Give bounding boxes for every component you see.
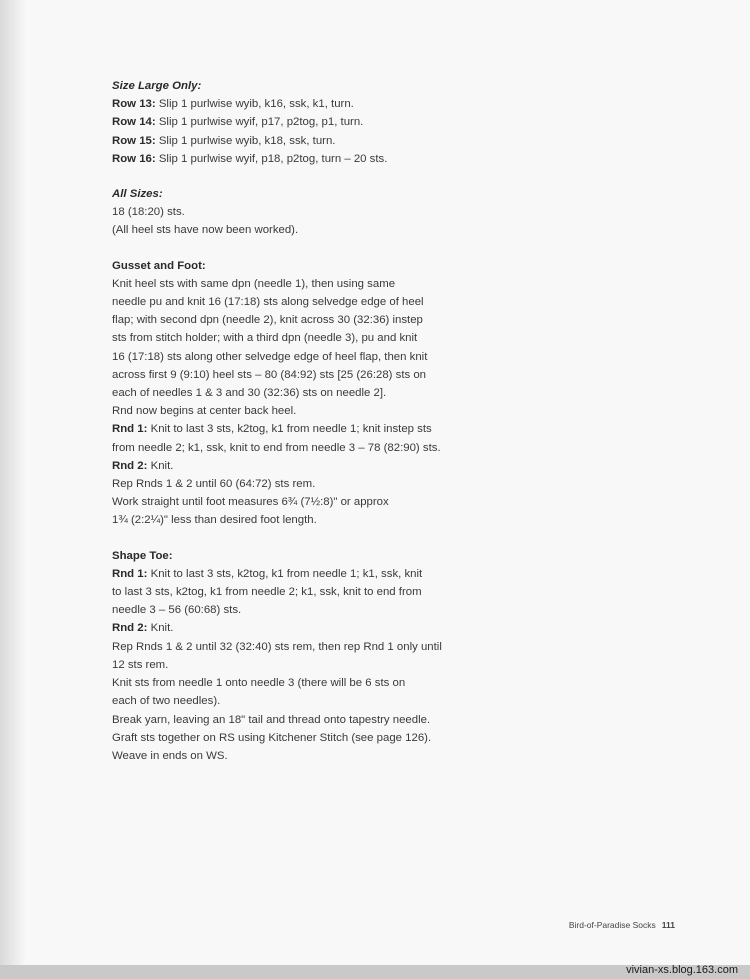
row-label: Rnd 1: <box>112 423 148 436</box>
instruction-text: Knit sts from needle 1 onto needle 3 (there will be 6 sts on <box>112 677 406 690</box>
instruction-text: sts from stitch holder; with a third dpn (needle 3), pu and knit <box>112 332 418 345</box>
instruction-text: 18 (18:20) sts. <box>112 206 185 219</box>
instruction-line <box>112 601 482 619</box>
instruction-text: Rnd now begins at center back heel. <box>112 405 297 418</box>
instruction-text: Rep Rnds 1 & 2 until 32 (32:40) sts rem, then rep Rnd 1 only until <box>112 640 442 653</box>
instruction-text: Break yarn, leaving an 18" tail and thread onto tapestry needle. <box>112 713 431 726</box>
section-heading: All Sizes: <box>112 188 163 201</box>
instruction-text: 12 sts rem. <box>112 658 169 671</box>
instruction-line <box>112 729 482 747</box>
instruction-line <box>112 366 482 384</box>
instruction-line <box>112 565 482 583</box>
instruction-line <box>112 311 482 329</box>
instruction-section <box>112 185 482 240</box>
instruction-text: across first 9 (9:10) heel sts – 80 (84:92) sts [25 (26:28) sts on <box>112 368 427 381</box>
footer-title: Bird-of-Paradise Socks <box>568 920 656 930</box>
instruction-text: each of needles 1 & 3 and 30 (32:36) sts on needle 2]. <box>112 387 387 400</box>
instruction-line <box>112 420 482 438</box>
instruction-line <box>112 457 482 475</box>
row-label: Row 13: <box>112 98 156 111</box>
instruction-line <box>112 293 482 311</box>
instruction-text: to last 3 sts, k2tog, k1 from needle 2; k1, ssk, knit to end from <box>112 586 422 599</box>
page-gutter-shadow <box>0 0 26 965</box>
instruction-line <box>112 348 482 366</box>
page-footer <box>569 920 675 930</box>
instruction-line <box>112 203 482 221</box>
instruction-section <box>112 257 482 530</box>
instruction-line <box>112 511 482 529</box>
instruction-text: (All heel sts have now been worked). <box>112 224 299 237</box>
instruction-line <box>112 692 482 710</box>
instruction-line <box>112 221 482 239</box>
instruction-text: Knit. <box>147 622 174 635</box>
row-label: Row 14: <box>112 116 156 129</box>
instruction-line <box>112 95 482 113</box>
instruction-line <box>112 583 482 601</box>
pattern-instructions <box>112 77 482 782</box>
instruction-text: Work straight until foot measures 6¾ (7½:8)" or approx <box>112 496 389 509</box>
instruction-text: Graft sts together on RS using Kitchener Stitch (see page 126). <box>112 731 432 744</box>
section-heading: Shape Toe: <box>112 549 173 562</box>
section-heading: Gusset and Foot: <box>112 259 206 272</box>
instruction-text: flap; with second dpn (needle 2), knit across 30 (32:36) instep <box>112 314 423 327</box>
row-label: Rnd 2: <box>112 622 148 635</box>
instruction-line <box>112 711 482 729</box>
instruction-line <box>112 619 482 637</box>
instruction-text: Knit to last 3 sts, k2tog, k1 from needle 1; k1, ssk, knit <box>147 567 423 580</box>
instruction-text: Knit heel sts with same dpn (needle 1), then using same <box>112 277 396 290</box>
instruction-text: Slip 1 purlwise wyif, p18, p2tog, turn – 20 sts. <box>155 152 388 165</box>
instruction-text: each of two needles). <box>112 695 221 708</box>
row-label: Rnd 1: <box>112 567 148 580</box>
instruction-line <box>112 402 482 420</box>
instruction-text: Weave in ends on WS. <box>112 749 228 762</box>
instruction-line <box>112 275 482 293</box>
row-label: Rnd 2: <box>112 459 148 472</box>
instruction-text: needle pu and knit 16 (17:18) sts along selvedge edge of heel <box>112 296 424 309</box>
section-heading: Size Large Only: <box>112 80 202 92</box>
page-number: 111 <box>661 920 675 930</box>
instruction-line <box>112 674 482 692</box>
instruction-text: Knit. <box>147 459 174 472</box>
instruction-text: 16 (17:18) sts along other selvedge edge of heel flap, then knit <box>112 350 428 363</box>
instruction-line <box>112 132 482 150</box>
instruction-line <box>112 656 482 674</box>
instruction-text: Slip 1 purlwise wyif, p17, p2tog, p1, turn. <box>155 116 364 129</box>
instruction-line <box>112 113 482 131</box>
instruction-section <box>112 547 482 765</box>
instruction-text: needle 3 – 56 (60:68) sts. <box>112 604 242 617</box>
instruction-line <box>112 638 482 656</box>
instruction-line <box>112 493 482 511</box>
instruction-text: Knit to last 3 sts, k2tog, k1 from needle 1; knit instep sts <box>147 423 432 436</box>
row-label: Row 16: <box>112 152 156 165</box>
watermark-text: vivian-xs.blog.163.com <box>626 964 738 976</box>
instruction-line <box>112 329 482 347</box>
instruction-text: Slip 1 purlwise wyib, k18, ssk, turn. <box>155 134 336 147</box>
row-label: Row 15: <box>112 134 156 147</box>
instruction-text: 1¾ (2:2¼)" less than desired foot length. <box>112 514 317 527</box>
instruction-line <box>112 150 482 168</box>
instruction-line <box>112 384 482 402</box>
instruction-line <box>112 747 482 765</box>
instruction-section <box>112 77 482 168</box>
instruction-text: Rep Rnds 1 & 2 until 60 (64:72) sts rem. <box>112 478 316 491</box>
instruction-line <box>112 439 482 457</box>
instruction-line <box>112 475 482 493</box>
instruction-text: Slip 1 purlwise wyib, k16, ssk, k1, turn. <box>155 98 354 111</box>
instruction-text: from needle 2; k1, ssk, knit to end from needle 3 – 78 (82:90) sts. <box>112 441 441 454</box>
